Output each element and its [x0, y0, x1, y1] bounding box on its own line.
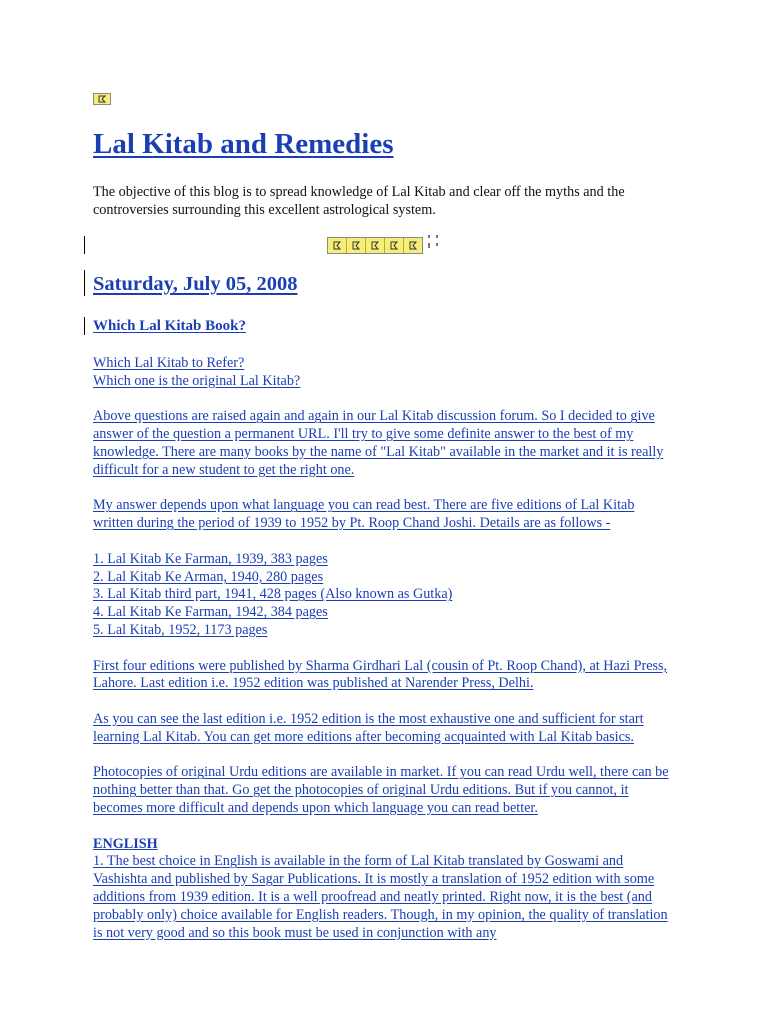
broken-image-icon[interactable] [385, 238, 404, 253]
divider [84, 236, 85, 254]
question-1[interactable]: Which Lal Kitab to Refer? [93, 355, 245, 371]
edition-item[interactable]: 3. Lal Kitab third part, 1941, 428 pages (Also known as Gutka) [93, 586, 453, 603]
divider [84, 317, 85, 335]
english-heading[interactable]: ENGLISH [93, 835, 158, 852]
post-title[interactable]: Which Lal Kitab Book? [93, 318, 246, 334]
paragraph-publishers[interactable]: First four editions were published by Sharma Girdhari Lal (cousin of Pt. Roop Chand), at Hazi Press, Lahore. Last edition i.e. 1952 edition was published at Narender Press, Delhi. [93, 657, 668, 692]
broken-image-icon[interactable] [366, 238, 385, 253]
edition-item[interactable]: 1. Lal Kitab Ke Farman, 1939, 383 pages [93, 550, 328, 567]
paragraph-urdu[interactable]: Photocopies of original Urdu editions are available in market. If you can read Urdu well, there can be nothing better than that. Go get the photocopies of original Urdu editions. But if you cannot, it becomes more difficult and depends upon which language you can read better. [93, 764, 669, 816]
blog-title[interactable]: Lal Kitab and Remedies [93, 128, 394, 160]
paragraph-english[interactable]: 1. The best choice in English is available in the form of Lal Kitab translated by Goswami and Vashishta and published by Sagar Publications. It is mostly a translation of 1952 edition with some additions from 1939 edition. It is a well proofread and neatly printed. Right now, it is the best (and probably only) choice available for English readers. Though, in my opinion, the quality of translation is not very good and so this book must be used in conjunction with any [93, 853, 668, 941]
paragraph-last-edition[interactable]: As you can see the last edition i.e. 1952 edition is the most exhaustive one and sufficient for start learning Lal Kitab. You can get more editions after becoming acquainted with Lal Kitab basics. [93, 710, 644, 745]
broken-image-icon[interactable] [328, 238, 347, 253]
edition-item[interactable]: 2. Lal Kitab Ke Arman, 1940, 280 pages [93, 568, 324, 585]
broken-image-icon[interactable] [347, 238, 366, 253]
question-2[interactable]: Which one is the original Lal Kitab? [93, 372, 301, 389]
paragraph-answer[interactable]: My answer depends upon what language you can read best. There are five editions of Lal Kitab written during the period of 1939 to 1952 by Pt. Roop Chand Joshi. Details are as follows - [93, 497, 635, 532]
toolbar-icons [327, 237, 423, 254]
tiny-marks [428, 234, 442, 252]
post-body [93, 355, 678, 942]
divider [84, 270, 85, 296]
broken-image-icon[interactable] [404, 238, 422, 253]
edition-item[interactable]: 5. Lal Kitab, 1952, 1173 pages [93, 621, 268, 638]
paragraph-intro[interactable]: Above questions are raised again and again in our Lal Kitab discussion forum. So I decided to give answer of the question a permanent URL. I'll try to give some definite answer to the best of my knowledge. There are many books by the name of "Lal Kitab" available in the market and it is really difficult for a new student to get the right one. [93, 408, 664, 478]
post-date: Saturday, July 05, 2008 [93, 273, 298, 295]
edition-item[interactable]: 4. Lal Kitab Ke Farman, 1942, 384 pages [93, 604, 328, 621]
broken-image-icon [93, 93, 111, 105]
blog-description: The objective of this blog is to spread knowledge of Lal Kitab and clear off the myths and the controversies surrounding this excellent astrological system. [93, 184, 625, 218]
